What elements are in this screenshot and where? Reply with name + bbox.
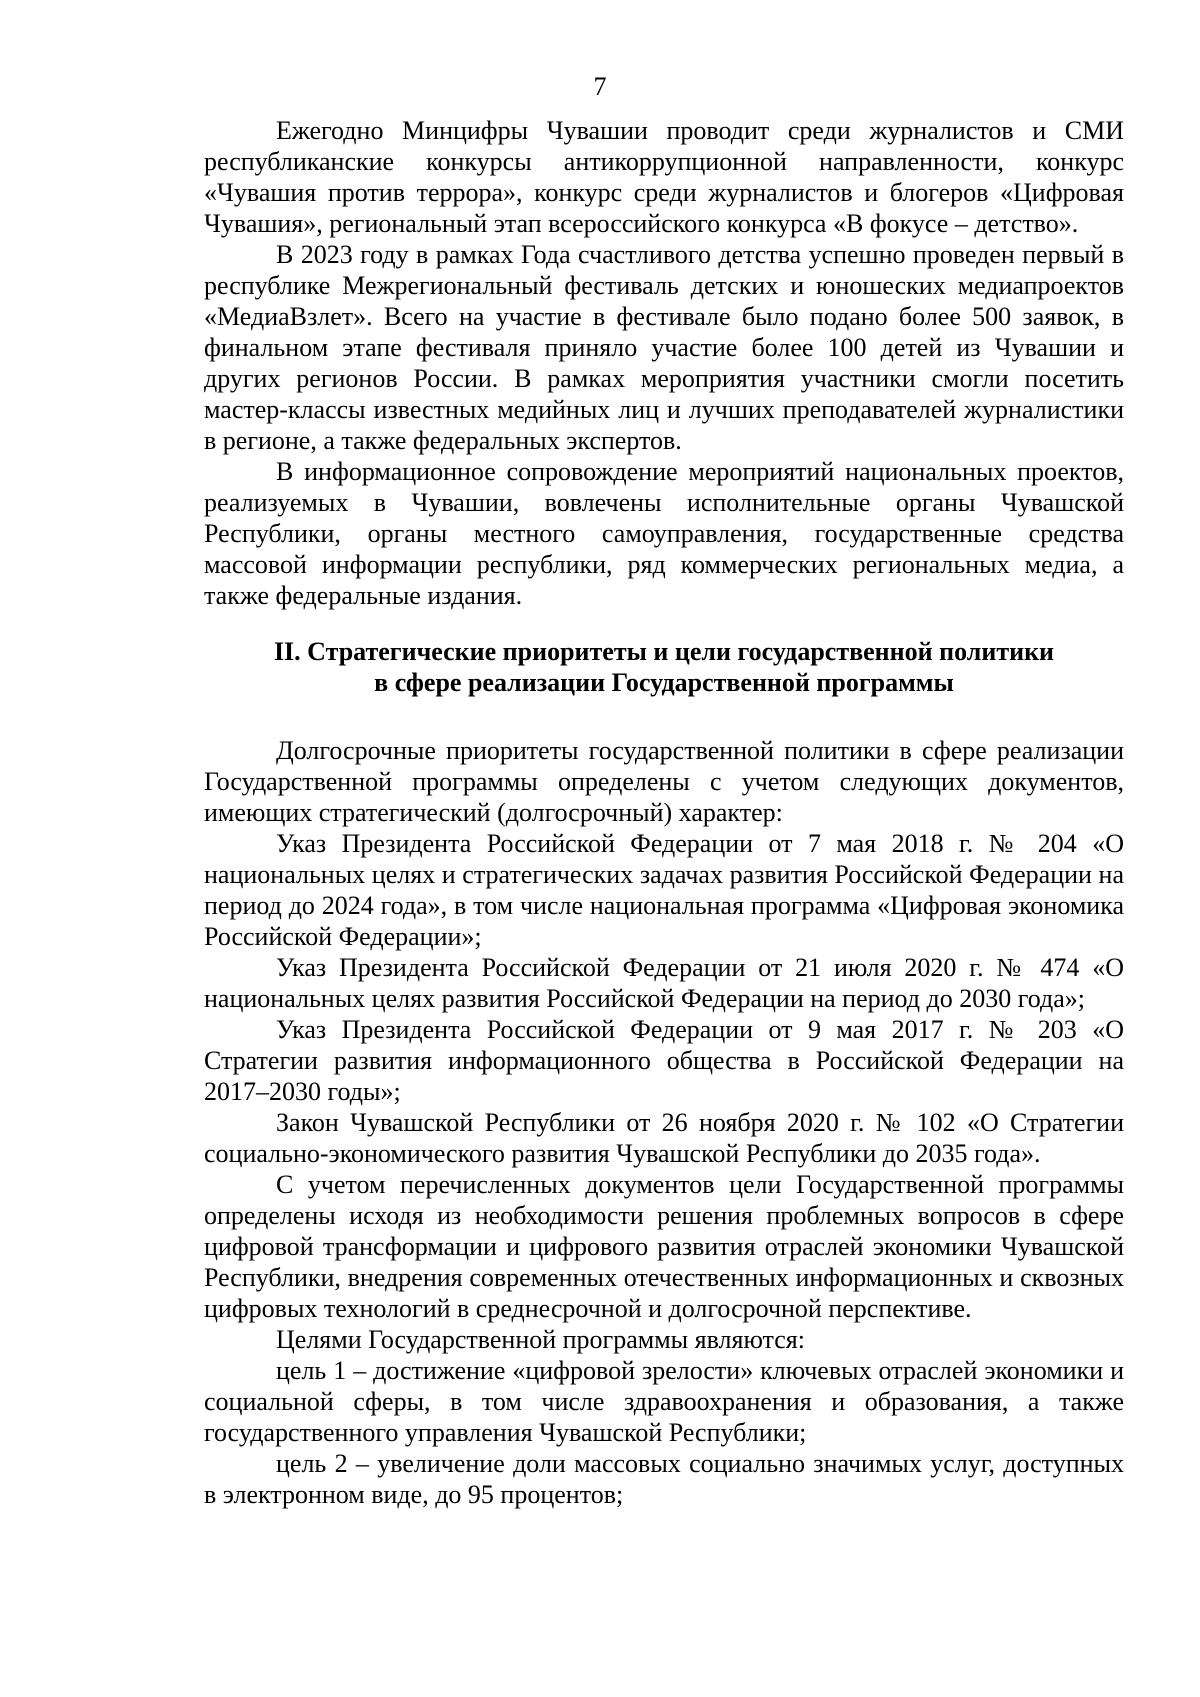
goals-intro: Целями Государственной программы являются: — [276, 1325, 805, 1354]
paragraph: Ежегодно Минцифры Чувашии проводит среди журналистов и СМИ республиканские конкурсы антикоррупционной направленности, конкурс «Чувашия против террора», конкурс среди журналистов и блогеров «Цифровая Чувашия», региональный этап всероссийского конкурса «В фокусе – детство». — [204, 116, 1124, 238]
page-number: 7 — [593, 72, 607, 101]
section-heading — [204, 636, 1124, 698]
section-heading-line-2: в сфере реализации Государственной программы — [374, 668, 954, 697]
goal-item: цель 1 – достижение «цифровой зрелости» ключевых отраслей экономики и социальной сферы, в том числе здравоохранения и образования, а также государственного управления Чувашской Республики; — [204, 1356, 1124, 1447]
intro-section — [204, 115, 1124, 611]
decree-item: Указ Президента Российской Федерации от 9 мая 2017 г. № 203 «О Стратегии развития информационного общества в Российской Федерации на 2017–2030 годы»; — [204, 1015, 1124, 1106]
section-heading-line-1: II. Стратегические приоритеты и цели государственной политики — [273, 637, 1055, 666]
paragraph: С учетом перечисленных документов цели Государственной программы определены исходя из необходимости решения проблемных вопросов в сфере цифровой трансформации и цифрового развития отраслей экономики Чувашской Республики, внедрения современных отечественных информационных и сквозных цифровых технологий в среднесрочной и долгосрочной перспективе. — [204, 1170, 1124, 1323]
paragraph: В 2023 году в рамках Года счастливого детства успешно проведен первый в республике Межрегиональный фестиваль детских и юношеских медиапроектов «МедиаВзлет». Всего на участие в фестивале было подано более 500 заявок, в финальном этапе фестиваля приняло участие более 100 детей из Чувашии и других регионов России. В рамках мероприятия участники смогли посетить мастер-классы известных медийных лиц и лучших преподавателей журналистики в регионе, а также федеральных экспертов. — [204, 240, 1124, 455]
paragraph: В информационное сопровождение мероприятий национальных проектов, реализуемых в Чувашии, вовлечены исполнительные органы Чувашской Республики, органы местного самоуправления, государственные средства массовой информации республики, ряд коммерческих региональных медиа, а также федеральные издания. — [204, 457, 1124, 610]
goal-item: цель 2 – увеличение доли массовых социально значимых услуг, доступных в электронном виде, до 95 процентов; — [204, 1449, 1124, 1509]
decree-item: Указ Президента Российской Федерации от 21 июля 2020 г. № 474 «О национальных целях развития Российской Федерации на период до 2030 года»; — [204, 953, 1124, 1013]
strategic-priorities-section — [204, 735, 1124, 1510]
decree-item: Указ Президента Российской Федерации от 7 мая 2018 г. № 204 «О национальных целях и стратегических задачах развития Российской Федерации на период до 2024 года», в том числе национальная программа «Цифровая экономика Российской Федерации»; — [204, 829, 1124, 951]
paragraph: Долгосрочные приоритеты государственной политики в сфере реализации Государственной программы определены с учетом следующих документов, имеющих стратегический (долгосрочный) характер: — [204, 736, 1124, 827]
law-item: Закон Чувашской Республики от 26 ноября 2020 г. № 102 «О Стратегии социально-экономического развития Чувашской Республики до 2035 года». — [204, 1108, 1124, 1168]
